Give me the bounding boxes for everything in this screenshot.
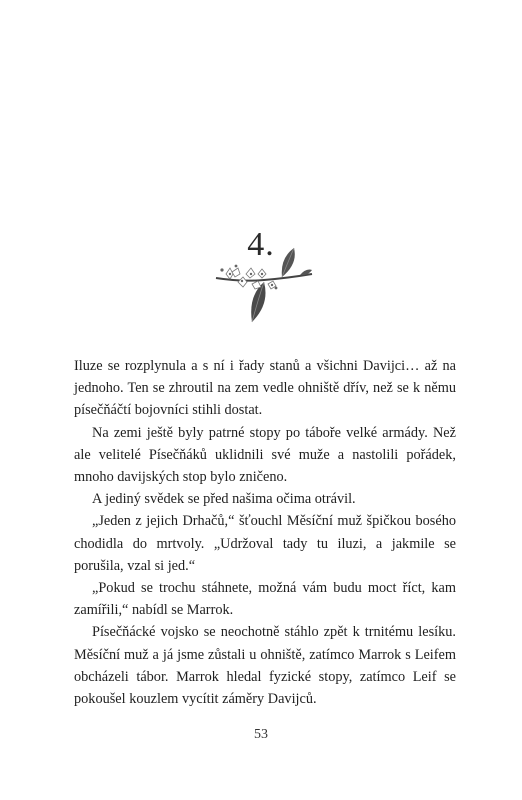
paragraph: „Pokud se trochu stáhnete, možná vám budu moct říct, kam zamířili,“ nabídl se Marrok. (74, 580, 456, 619)
paragraph: A jediný svědek se před našima očima otrávil. (92, 491, 356, 508)
page-number: 53 (254, 727, 268, 742)
body-text (74, 355, 456, 710)
paragraph: Na zemi ještě byly patrné stopy po táboře velké armády. Než ale velitelé Písečňáků uklidnili své muže a nastolili pořádek, mnoho davijských stop bylo zničeno. (74, 424, 456, 486)
chapter-number: 4. (247, 226, 275, 263)
paragraph: Písečňácké vojsko se neochotně stáhlo zpět k trnitému lesíku. Měsíční muž a já jsme zůstali u ohniště, zatímco Marrok s Leifem obcházeli tábor. Marrok hledal fyzické stopy, zatímco Leif se pokoušel kouzlem vycítit záměry Davijců. (74, 624, 456, 708)
paragraph: Iluze se rozplynula a s ní i řady stanů a všichni Davijci… až na jednoho. Ten se zhroutil na zem vedle ohniště dřív, než se k němu písečňáčtí bojovníci stihli dostat. (74, 358, 456, 419)
paragraph: „Jeden z jejich Drhačů,“ šťouchl Měsíční muž špičkou bosého chodidla do mrtvoly. „Udržoval tady tu iluzi, a jakmile se porušila, vzal si jed.“ (74, 513, 456, 574)
flower-branch-icon (212, 244, 316, 328)
